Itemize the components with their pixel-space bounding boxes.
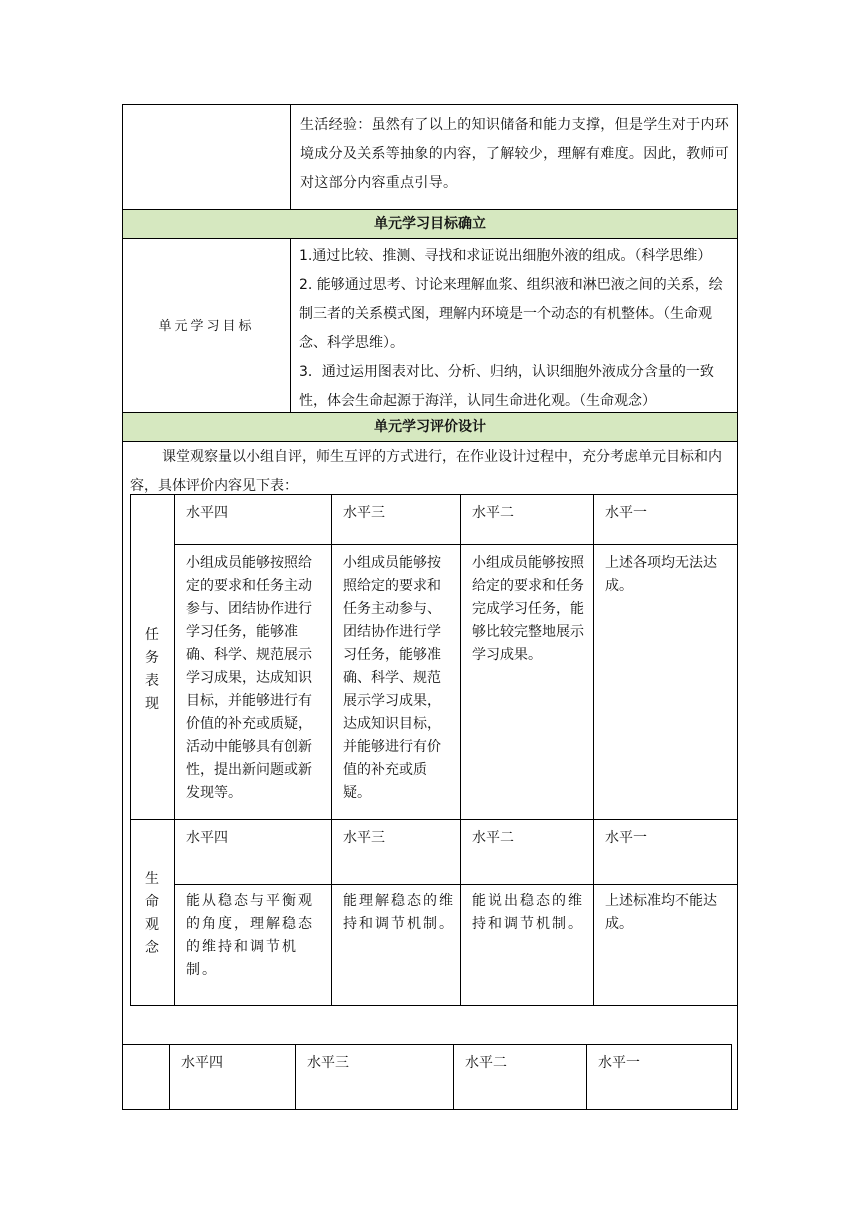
goals-label: 单元学习目标	[158, 319, 255, 334]
goals-divider	[290, 238, 291, 412]
bottom-level-1: 水平一	[598, 1055, 640, 1071]
task-label: 任务表现	[145, 627, 159, 712]
outer-right-border	[737, 104, 738, 1110]
goal-item: 1.通过比较、推测、寻找和求证说出细胞外液的组成。（科学思维）	[299, 248, 712, 264]
outer-left-border	[122, 104, 123, 1110]
task-desc-2: 小组成员能够按照给定的要求和任务完成学习任务，能够比较完整地展示学习成果。	[472, 555, 584, 663]
eval-header: 单元学习评价设计	[374, 419, 486, 435]
life-level-4: 水平四	[186, 830, 228, 846]
task-level-3: 水平三	[343, 505, 385, 521]
bottom-level-3: 水平三	[307, 1055, 349, 1071]
task-desc-4: 小组成员能够按照给定的要求和任务主动参与、团结协作进行学习任务，能够准确、科学、规范展示学习成果，达成知识目标，并能够进行有价值的补充或质疑，活动中能够具有创新性，提出新问题或新发现等。	[186, 555, 312, 801]
bottom-level-4: 水平四	[181, 1055, 223, 1071]
life-label: 生命观念	[145, 871, 159, 956]
life-desc-2: 能说出稳态的维持和调节机制。	[472, 893, 584, 932]
life-level-2: 水平二	[472, 830, 514, 846]
task-level-1: 水平一	[605, 505, 647, 521]
goal-item: 3．通过运用图表对比、分析、归纳，认识细胞外液成分含量的一致性，体会生命起源于海洋，认同生命进化观。（生命观念）	[299, 364, 714, 409]
top-row-divider	[290, 104, 291, 210]
bottom-level-2: 水平二	[465, 1055, 507, 1071]
experience-text: 生活经验：虽然有了以上的知识储备和能力支撑，但是学生对于内环境成分及关系等抽象的内容，了解较少，理解有难度。因此，教师可对这部分内容重点引导。	[300, 117, 729, 191]
task-desc-1: 上述各项均无法达成。	[605, 555, 717, 594]
outer-top-border	[122, 104, 738, 105]
task-level-2: 水平二	[472, 505, 514, 521]
life-level-1: 水平一	[605, 830, 647, 846]
life-desc-4: 能从稳态与平衡观的角度，理解稳态的维持和调节机制。	[186, 893, 314, 978]
life-desc-3: 能理解稳态的维持和调节机制。	[343, 893, 455, 932]
life-level-3: 水平三	[343, 830, 385, 846]
goals-list	[299, 242, 733, 416]
goal-item: 2. 能够通过思考、讨论来理解血浆、组织液和淋巴液之间的关系，绘制三者的关系模式图，理解内环境是一个动态的有机整体。（生命观念、科学思维）。	[299, 277, 723, 351]
eval-intro: 课堂观察量以小组自评，师生互评的方式进行，在作业设计过程中，充分考虑单元目标和内容，具体评价内容见下表：	[130, 449, 722, 494]
task-desc-3: 小组成员能够按照给定的要求和任务主动参与、团结协作进行学习任务，能够准确、科学、规范展示学习成果，达成知识目标，并能够进行有价值的补充或质疑。	[343, 555, 441, 801]
life-desc-1: 上述标准均不能达成。	[605, 893, 717, 932]
goals-header: 单元学习目标确立	[374, 216, 486, 232]
task-level-4: 水平四	[186, 505, 228, 521]
